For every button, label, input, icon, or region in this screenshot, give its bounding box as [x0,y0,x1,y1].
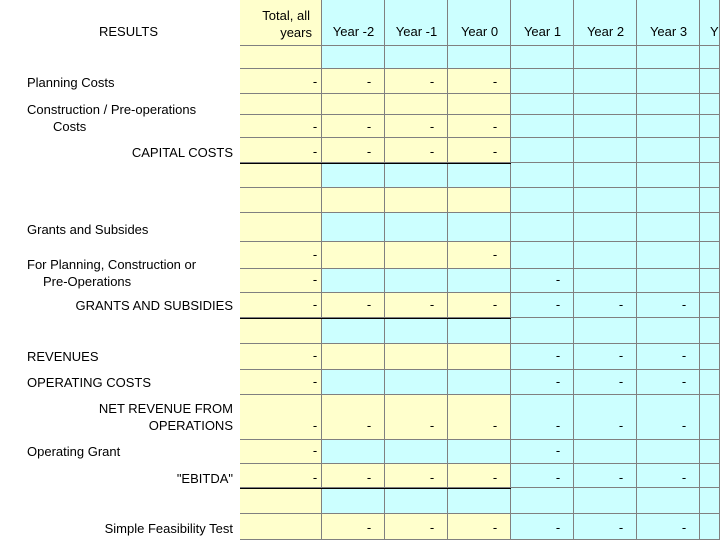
year-value-operating-costs-4: - [618,374,624,389]
total-cell[interactable] [240,46,322,69]
year-value-grants-total-4: - [618,297,624,312]
grid-cell[interactable] [448,395,511,440]
grid-cell[interactable] [448,213,511,242]
grid-cell[interactable] [322,440,385,464]
grid-cell[interactable] [322,395,385,440]
total-value-construction: - [312,119,318,134]
grid-cell[interactable] [574,94,637,115]
grid-cell[interactable] [700,464,720,488]
row-label-operating-costs: OPERATING COSTS [27,375,151,390]
grid-cell[interactable] [637,69,700,94]
results-title: RESULTS [99,24,158,39]
grid-cell[interactable] [700,269,720,293]
year-value-operating-grant-3: - [555,443,561,458]
grid-cell[interactable] [511,188,574,213]
year-header-1: Year -1 [395,24,438,39]
row-label-net-revenue: OPERATIONS [148,418,233,433]
grid-cell[interactable] [637,46,700,69]
year-value-capital-0: - [366,144,372,159]
grid-cell[interactable] [448,488,511,514]
grid-cell[interactable] [574,138,637,163]
year-value-grants-total-1: - [429,297,435,312]
grid-cell[interactable] [637,440,700,464]
grid-cell[interactable] [322,188,385,213]
row-label-feasibility: Simple Feasibility Test [104,521,233,536]
row-label-grants-total: GRANTS AND SUBSIDIES [75,298,233,313]
grid-cell[interactable] [700,0,720,46]
grid-cell[interactable] [385,318,448,344]
row-label-construction: Costs [53,119,87,134]
year-value-net-revenue-3: - [555,418,561,433]
year-value-ebitda-0: - [366,470,372,485]
grid-cell[interactable] [322,163,385,188]
grid-cell[interactable] [385,395,448,440]
grid-cell[interactable] [637,138,700,163]
year-header-5: Year 3 [649,24,688,39]
year-value-planning-0: - [366,74,372,89]
year-value-revenues-5: - [681,348,687,363]
grid-cell[interactable] [448,46,511,69]
year-header-4: Year 2 [586,24,625,39]
grid-cell[interactable] [448,188,511,213]
grid-cell[interactable] [574,488,637,514]
grid-cell[interactable] [637,163,700,188]
year-value-feasibility-0: - [366,520,372,535]
grid-cell[interactable] [322,213,385,242]
grid-cell[interactable] [637,318,700,344]
grid-cell[interactable] [448,94,511,115]
grid-cell[interactable] [700,514,720,540]
year-value-revenues-4: - [618,348,624,363]
grid-cell[interactable] [700,138,720,163]
total-value-net-revenue: - [312,418,318,433]
grid-cell[interactable] [574,269,637,293]
row-label-ebitda: "EBITDA" [176,471,233,486]
grid-cell[interactable] [511,46,574,69]
grid-cell[interactable] [637,0,700,46]
grid-cell[interactable] [700,163,720,188]
grid-cell[interactable] [511,0,574,46]
year-value-net-revenue-4: - [618,418,624,433]
grid-cell[interactable] [385,46,448,69]
grid-cell[interactable] [700,370,720,395]
total-value-ebitda: - [312,470,318,485]
grid-cell[interactable] [637,115,700,138]
year-value-feasibility-1: - [429,520,435,535]
grid-cell[interactable] [574,46,637,69]
year-value-net-revenue-2: - [492,418,498,433]
grid-cell[interactable] [637,188,700,213]
grid-cell[interactable] [574,213,637,242]
total-value-grants-planning: - [312,247,318,262]
grid-cell[interactable] [700,318,720,344]
year-value-grants-planning-2: - [492,247,498,262]
total-cell[interactable] [240,94,322,115]
year-value-capital-1: - [429,144,435,159]
grid-cell[interactable] [637,213,700,242]
total-cell[interactable] [240,163,322,188]
total-value-grants-total: - [312,297,318,312]
grid-cell[interactable] [385,440,448,464]
grid-cell[interactable] [448,269,511,293]
total-cell[interactable] [240,318,322,344]
grid-cell[interactable] [511,163,574,188]
total-header-line2: years [280,25,312,40]
total-value-operating-costs: - [312,374,318,389]
year-value-grants-total-2: - [492,297,498,312]
total-cell[interactable] [240,213,322,242]
grid-cell[interactable] [700,188,720,213]
grid-cell[interactable] [637,395,700,440]
grid-cell[interactable] [385,188,448,213]
grid-cell[interactable] [511,138,574,163]
row-label-capital: CAPITAL COSTS [131,145,233,160]
grid-cell[interactable] [700,395,720,440]
year-value-feasibility-5: - [681,520,687,535]
grid-cell[interactable] [700,293,720,318]
year-value-net-revenue-0: - [366,418,372,433]
grid-cell[interactable] [700,69,720,94]
row-label-grants-planning: Pre-Operations [43,274,132,289]
year-value-feasibility-3: - [555,520,561,535]
grid-cell[interactable] [322,488,385,514]
year-header-6: Y [710,24,719,39]
grid-cell[interactable] [574,115,637,138]
total-underline-capital [240,163,511,164]
year-value-construction-2: - [492,119,498,134]
grid-cell[interactable] [385,242,448,269]
year-value-capital-2: - [492,144,498,159]
year-value-feasibility-4: - [618,520,624,535]
grid-cell[interactable] [448,0,511,46]
year-value-grants-total-0: - [366,297,372,312]
grid-cell[interactable] [322,46,385,69]
year-value-operating-costs-5: - [681,374,687,389]
grid-cell[interactable] [574,440,637,464]
year-value-revenues-3: - [555,348,561,363]
row-label-revenues: REVENUES [27,349,99,364]
total-value-operating-grant: - [312,443,318,458]
total-cell[interactable] [240,514,322,540]
grid-cell[interactable] [385,213,448,242]
year-value-ebitda-1: - [429,470,435,485]
grid-cell[interactable] [511,242,574,269]
row-label-grants-header: Grants and Subsides [27,222,149,237]
year-value-net-revenue-5: - [681,418,687,433]
grid-cell[interactable] [700,242,720,269]
total-cell[interactable] [240,488,322,514]
grid-cell[interactable] [385,344,448,370]
year-value-grants-total-5: - [681,297,687,312]
total-value-planning: - [312,74,318,89]
grid-cell[interactable] [322,242,385,269]
row-label-operating-grant: Operating Grant [27,444,121,459]
year-value-grants-planning-2-3: - [555,272,561,287]
grid-cell[interactable] [448,344,511,370]
year-value-ebitda-2: - [492,470,498,485]
grid-cell[interactable] [511,69,574,94]
grid-cell[interactable] [385,269,448,293]
grid-cell[interactable] [574,163,637,188]
year-value-construction-0: - [366,119,372,134]
year-value-planning-2: - [492,74,498,89]
grid-cell[interactable] [322,344,385,370]
total-cell[interactable] [240,188,322,213]
grid-cell[interactable] [637,242,700,269]
grid-cell[interactable] [511,115,574,138]
grid-cell[interactable] [700,94,720,115]
grid-cell[interactable] [511,213,574,242]
total-cell[interactable] [240,395,322,440]
grid-cell[interactable] [385,94,448,115]
row-label-planning: Planning Costs [27,75,115,90]
grid-cell[interactable] [322,94,385,115]
grid-cell[interactable] [700,115,720,138]
grid-cell[interactable] [322,0,385,46]
grid-cell[interactable] [322,370,385,395]
year-value-ebitda-4: - [618,470,624,485]
year-value-ebitda-5: - [681,470,687,485]
grid-cell[interactable] [637,94,700,115]
year-value-operating-costs-3: - [555,374,561,389]
grid-cell[interactable] [574,0,637,46]
grid-cell[interactable] [574,318,637,344]
year-header-0: Year -2 [332,24,375,39]
row-label-net-revenue: NET REVENUE FROM [98,401,233,416]
total-underline-grants-total [240,318,511,319]
grid-cell[interactable] [574,242,637,269]
grid-cell[interactable] [700,46,720,69]
grid-cell[interactable] [385,163,448,188]
year-value-feasibility-2: - [492,520,498,535]
grid-cell[interactable] [322,269,385,293]
total-value-capital: - [312,144,318,159]
total-header-line1: Total, all [262,8,310,23]
year-value-planning-1: - [429,74,435,89]
grid-cell[interactable] [700,488,720,514]
year-value-net-revenue-1: - [429,418,435,433]
grid-cell[interactable] [448,318,511,344]
year-header-3: Year 1 [523,24,562,39]
grid-cell[interactable] [700,344,720,370]
row-label-construction: Construction / Pre-operations [27,102,197,117]
total-underline-ebitda [240,488,511,489]
grid-cell[interactable] [322,318,385,344]
grid-cell[interactable] [574,395,637,440]
grid-cell[interactable] [574,69,637,94]
grid-cell[interactable] [511,318,574,344]
grid-cell[interactable] [385,488,448,514]
row-label-grants-planning: For Planning, Construction or [27,257,197,272]
grid-cell[interactable] [448,370,511,395]
year-value-grants-total-3: - [555,297,561,312]
grid-cell[interactable] [385,0,448,46]
grid-cell[interactable] [574,188,637,213]
grid-cell[interactable] [448,440,511,464]
grid-cell[interactable] [637,269,700,293]
total-value-grants-planning-2: - [312,272,318,287]
year-value-ebitda-3: - [555,470,561,485]
grid-cell[interactable] [637,488,700,514]
total-value-revenues: - [312,348,318,363]
grid-cell[interactable] [700,213,720,242]
grid-cell[interactable] [511,488,574,514]
grid-cell[interactable] [700,440,720,464]
year-header-2: Year 0 [460,24,499,39]
grid-cell[interactable] [511,94,574,115]
year-value-construction-1: - [429,119,435,134]
grid-cell[interactable] [511,395,574,440]
grid-cell[interactable] [385,370,448,395]
grid-cell[interactable] [448,163,511,188]
